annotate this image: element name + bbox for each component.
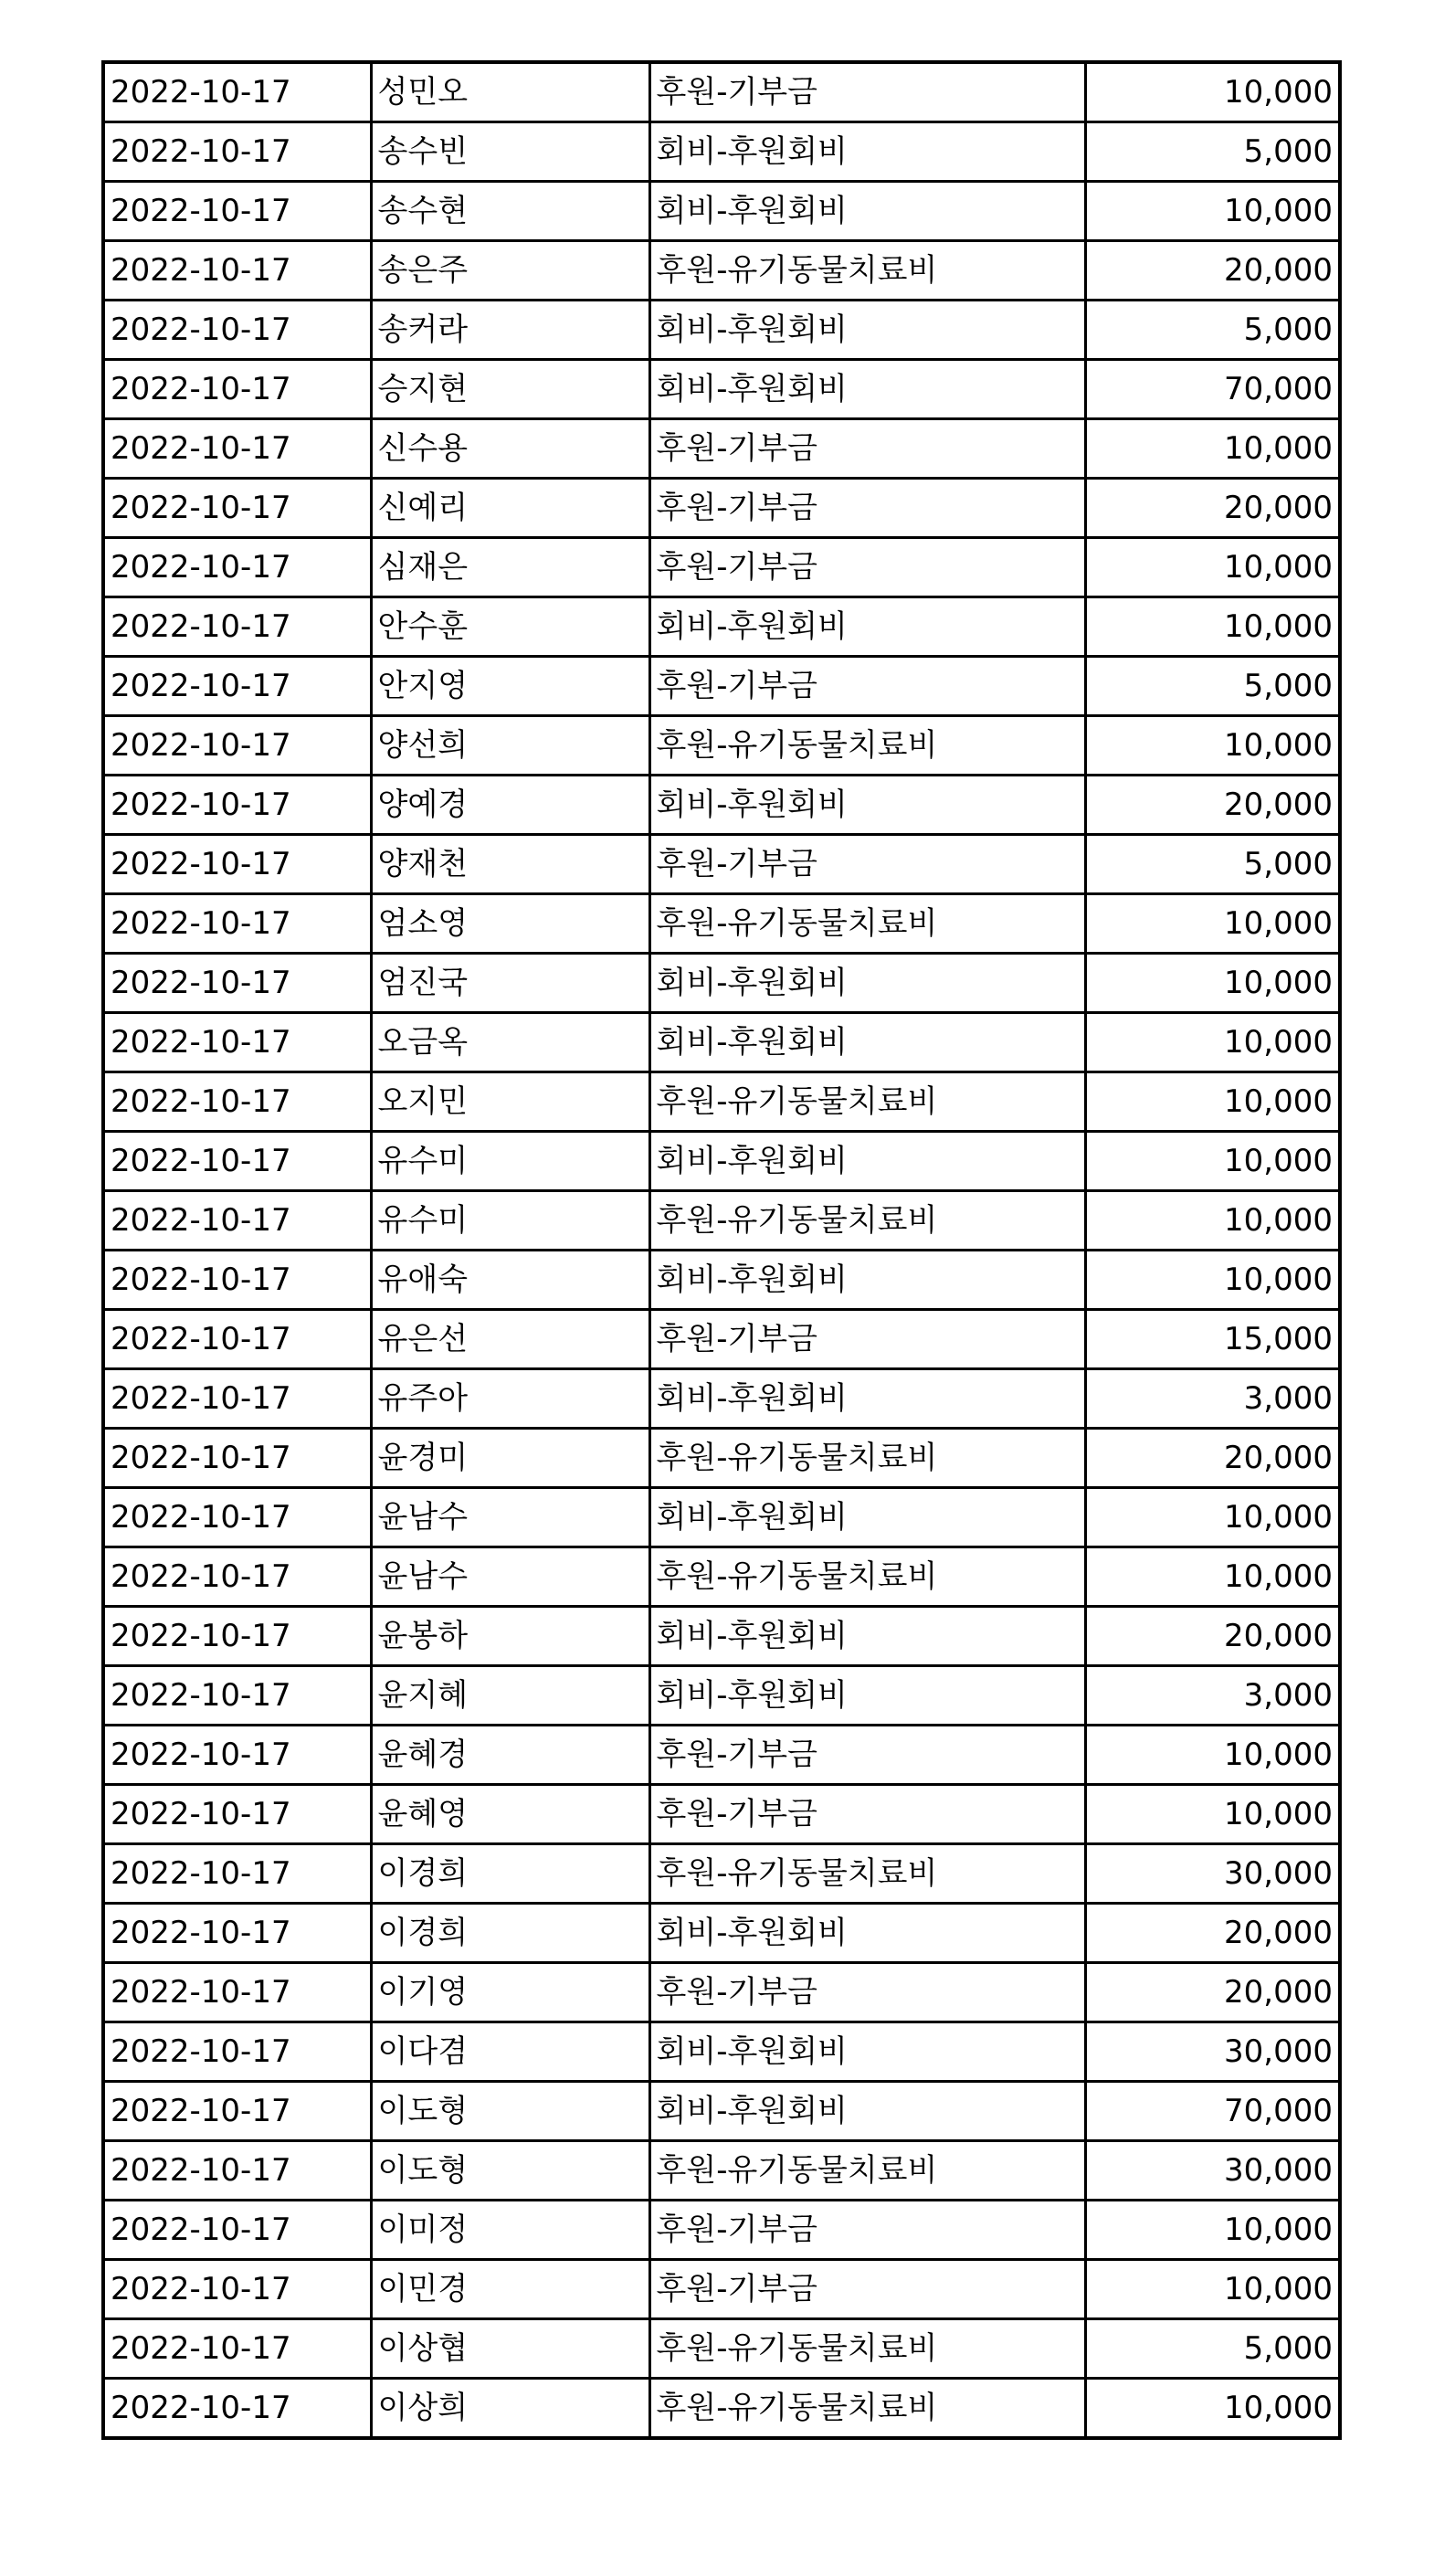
amount-cell: 20,000 [1085, 241, 1340, 301]
date-cell: 2022-10-17 [103, 1963, 371, 2022]
table-row [103, 954, 1340, 1013]
amount-cell: 10,000 [1085, 1785, 1340, 1844]
category-cell: 회비-후원회비 [649, 360, 1085, 419]
name-cell: 윤남수 [371, 1488, 649, 1547]
table-row [103, 1607, 1340, 1666]
name-cell: 이상희 [371, 2379, 649, 2439]
date-cell: 2022-10-17 [103, 2319, 371, 2379]
date-cell: 2022-10-17 [103, 538, 371, 597]
amount-cell: 10,000 [1085, 1547, 1340, 1607]
date-cell: 2022-10-17 [103, 2260, 371, 2319]
amount-cell: 5,000 [1085, 301, 1340, 360]
name-cell: 이도형 [371, 2082, 649, 2141]
amount-cell: 10,000 [1085, 2379, 1340, 2439]
name-cell: 이기영 [371, 1963, 649, 2022]
table-row [103, 894, 1340, 954]
category-cell: 후원-유기동물치료비 [649, 241, 1085, 301]
amount-cell: 10,000 [1085, 894, 1340, 954]
category-cell: 회비-후원회비 [649, 182, 1085, 241]
amount-cell: 10,000 [1085, 62, 1340, 122]
amount-cell: 10,000 [1085, 1013, 1340, 1072]
name-cell: 승지현 [371, 360, 649, 419]
amount-cell: 3,000 [1085, 1666, 1340, 1726]
category-cell: 후원-기부금 [649, 835, 1085, 894]
amount-cell: 10,000 [1085, 1132, 1340, 1191]
name-cell: 성민오 [371, 62, 649, 122]
table-row [103, 1726, 1340, 1785]
category-cell: 후원-유기동물치료비 [649, 1844, 1085, 1904]
name-cell: 이도형 [371, 2141, 649, 2201]
category-cell: 후원-기부금 [649, 2260, 1085, 2319]
date-cell: 2022-10-17 [103, 2379, 371, 2439]
table-row [103, 1191, 1340, 1251]
name-cell: 유수미 [371, 1191, 649, 1251]
date-cell: 2022-10-17 [103, 1607, 371, 1666]
name-cell: 신수용 [371, 419, 649, 479]
date-cell: 2022-10-17 [103, 1251, 371, 1310]
table-row [103, 538, 1340, 597]
date-cell: 2022-10-17 [103, 954, 371, 1013]
date-cell: 2022-10-17 [103, 1844, 371, 1904]
date-cell: 2022-10-17 [103, 835, 371, 894]
category-cell: 회비-후원회비 [649, 1666, 1085, 1726]
amount-cell: 20,000 [1085, 1963, 1340, 2022]
table-row [103, 2022, 1340, 2082]
amount-cell: 20,000 [1085, 776, 1340, 835]
name-cell: 송커라 [371, 301, 649, 360]
table-row [103, 301, 1340, 360]
date-cell: 2022-10-17 [103, 894, 371, 954]
date-cell: 2022-10-17 [103, 1369, 371, 1429]
name-cell: 심재은 [371, 538, 649, 597]
table-row [103, 1785, 1340, 1844]
table-row [103, 1013, 1340, 1072]
name-cell: 이다겸 [371, 2022, 649, 2082]
table-row [103, 1072, 1340, 1132]
table-row [103, 597, 1340, 657]
category-cell: 회비-후원회비 [649, 1013, 1085, 1072]
date-cell: 2022-10-17 [103, 1726, 371, 1785]
name-cell: 양선희 [371, 716, 649, 776]
category-cell: 후원-기부금 [649, 538, 1085, 597]
table-row [103, 1904, 1340, 1963]
amount-cell: 10,000 [1085, 954, 1340, 1013]
category-cell: 후원-기부금 [649, 1785, 1085, 1844]
category-cell: 후원-기부금 [649, 419, 1085, 479]
amount-cell: 5,000 [1085, 2319, 1340, 2379]
table-row [103, 1429, 1340, 1488]
amount-cell: 30,000 [1085, 2022, 1340, 2082]
table-row [103, 716, 1340, 776]
table-row [103, 2379, 1340, 2439]
date-cell: 2022-10-17 [103, 241, 371, 301]
amount-cell: 10,000 [1085, 1251, 1340, 1310]
category-cell: 후원-유기동물치료비 [649, 716, 1085, 776]
table-row [103, 122, 1340, 182]
date-cell: 2022-10-17 [103, 2201, 371, 2260]
category-cell: 후원-기부금 [649, 1963, 1085, 2022]
amount-cell: 70,000 [1085, 2082, 1340, 2141]
date-cell: 2022-10-17 [103, 301, 371, 360]
table-row [103, 1547, 1340, 1607]
name-cell: 이경희 [371, 1844, 649, 1904]
name-cell: 안수훈 [371, 597, 649, 657]
table-row [103, 1251, 1340, 1310]
table-row [103, 657, 1340, 716]
name-cell: 유주아 [371, 1369, 649, 1429]
name-cell: 엄소영 [371, 894, 649, 954]
date-cell: 2022-10-17 [103, 1547, 371, 1607]
amount-cell: 10,000 [1085, 1726, 1340, 1785]
category-cell: 후원-기부금 [649, 479, 1085, 538]
date-cell: 2022-10-17 [103, 657, 371, 716]
category-cell: 후원-기부금 [649, 1310, 1085, 1369]
table-row [103, 776, 1340, 835]
amount-cell: 10,000 [1085, 2201, 1340, 2260]
name-cell: 윤지혜 [371, 1666, 649, 1726]
name-cell: 안지영 [371, 657, 649, 716]
category-cell: 후원-유기동물치료비 [649, 894, 1085, 954]
table-row [103, 360, 1340, 419]
table-row [103, 241, 1340, 301]
table-row [103, 62, 1340, 122]
category-cell: 회비-후원회비 [649, 1488, 1085, 1547]
name-cell: 윤경미 [371, 1429, 649, 1488]
date-cell: 2022-10-17 [103, 1310, 371, 1369]
category-cell: 후원-유기동물치료비 [649, 1429, 1085, 1488]
name-cell: 엄진국 [371, 954, 649, 1013]
category-cell: 후원-유기동물치료비 [649, 1072, 1085, 1132]
table-row [103, 1488, 1340, 1547]
date-cell: 2022-10-17 [103, 1666, 371, 1726]
name-cell: 이상협 [371, 2319, 649, 2379]
date-cell: 2022-10-17 [103, 1429, 371, 1488]
table-row [103, 479, 1340, 538]
date-cell: 2022-10-17 [103, 2022, 371, 2082]
table-row [103, 1132, 1340, 1191]
amount-cell: 3,000 [1085, 1369, 1340, 1429]
amount-cell: 70,000 [1085, 360, 1340, 419]
category-cell: 회비-후원회비 [649, 1251, 1085, 1310]
category-cell: 회비-후원회비 [649, 2022, 1085, 2082]
amount-cell: 30,000 [1085, 1844, 1340, 1904]
amount-cell: 20,000 [1085, 1904, 1340, 1963]
ledger-body [103, 62, 1340, 2438]
date-cell: 2022-10-17 [103, 597, 371, 657]
date-cell: 2022-10-17 [103, 1904, 371, 1963]
name-cell: 오지민 [371, 1072, 649, 1132]
category-cell: 회비-후원회비 [649, 597, 1085, 657]
table-row [103, 2319, 1340, 2379]
amount-cell: 10,000 [1085, 419, 1340, 479]
amount-cell: 10,000 [1085, 1072, 1340, 1132]
name-cell: 유애숙 [371, 1251, 649, 1310]
category-cell: 후원-유기동물치료비 [649, 1547, 1085, 1607]
name-cell: 양재천 [371, 835, 649, 894]
date-cell: 2022-10-17 [103, 1132, 371, 1191]
category-cell: 회비-후원회비 [649, 1607, 1085, 1666]
category-cell: 회비-후원회비 [649, 1132, 1085, 1191]
category-cell: 후원-기부금 [649, 1726, 1085, 1785]
table-row [103, 1963, 1340, 2022]
date-cell: 2022-10-17 [103, 1488, 371, 1547]
name-cell: 윤봉하 [371, 1607, 649, 1666]
category-cell: 후원-유기동물치료비 [649, 2141, 1085, 2201]
category-cell: 회비-후원회비 [649, 301, 1085, 360]
category-cell: 후원-유기동물치료비 [649, 2319, 1085, 2379]
date-cell: 2022-10-17 [103, 479, 371, 538]
name-cell: 송은주 [371, 241, 649, 301]
amount-cell: 20,000 [1085, 1607, 1340, 1666]
name-cell: 신예리 [371, 479, 649, 538]
amount-cell: 15,000 [1085, 1310, 1340, 1369]
amount-cell: 20,000 [1085, 479, 1340, 538]
category-cell: 회비-후원회비 [649, 1904, 1085, 1963]
name-cell: 윤혜경 [371, 1726, 649, 1785]
category-cell: 후원-기부금 [649, 657, 1085, 716]
date-cell: 2022-10-17 [103, 1191, 371, 1251]
date-cell: 2022-10-17 [103, 360, 371, 419]
amount-cell: 20,000 [1085, 1429, 1340, 1488]
name-cell: 오금옥 [371, 1013, 649, 1072]
category-cell: 회비-후원회비 [649, 954, 1085, 1013]
donation-ledger-table [101, 60, 1342, 2440]
amount-cell: 5,000 [1085, 657, 1340, 716]
table-row [103, 1369, 1340, 1429]
table-row [103, 1310, 1340, 1369]
amount-cell: 30,000 [1085, 2141, 1340, 2201]
category-cell: 후원-기부금 [649, 62, 1085, 122]
table-row [103, 1666, 1340, 1726]
date-cell: 2022-10-17 [103, 62, 371, 122]
table-row [103, 2082, 1340, 2141]
amount-cell: 10,000 [1085, 1488, 1340, 1547]
amount-cell: 5,000 [1085, 835, 1340, 894]
name-cell: 이민경 [371, 2260, 649, 2319]
name-cell: 윤남수 [371, 1547, 649, 1607]
date-cell: 2022-10-17 [103, 776, 371, 835]
table-row [103, 2260, 1340, 2319]
table-row [103, 2201, 1340, 2260]
amount-cell: 10,000 [1085, 2260, 1340, 2319]
name-cell: 이경희 [371, 1904, 649, 1963]
date-cell: 2022-10-17 [103, 2082, 371, 2141]
category-cell: 회비-후원회비 [649, 2082, 1085, 2141]
category-cell: 후원-기부금 [649, 2201, 1085, 2260]
name-cell: 양예경 [371, 776, 649, 835]
name-cell: 송수현 [371, 182, 649, 241]
date-cell: 2022-10-17 [103, 2141, 371, 2201]
name-cell: 윤혜영 [371, 1785, 649, 1844]
table-row [103, 2141, 1340, 2201]
category-cell: 회비-후원회비 [649, 776, 1085, 835]
name-cell: 송수빈 [371, 122, 649, 182]
date-cell: 2022-10-17 [103, 716, 371, 776]
amount-cell: 10,000 [1085, 1191, 1340, 1251]
date-cell: 2022-10-17 [103, 1013, 371, 1072]
name-cell: 유은선 [371, 1310, 649, 1369]
table-row [103, 1844, 1340, 1904]
table-row [103, 835, 1340, 894]
date-cell: 2022-10-17 [103, 1785, 371, 1844]
name-cell: 이미정 [371, 2201, 649, 2260]
category-cell: 회비-후원회비 [649, 122, 1085, 182]
category-cell: 회비-후원회비 [649, 1369, 1085, 1429]
date-cell: 2022-10-17 [103, 182, 371, 241]
table-row [103, 182, 1340, 241]
date-cell: 2022-10-17 [103, 419, 371, 479]
amount-cell: 10,000 [1085, 182, 1340, 241]
amount-cell: 10,000 [1085, 716, 1340, 776]
amount-cell: 5,000 [1085, 122, 1340, 182]
date-cell: 2022-10-17 [103, 1072, 371, 1132]
date-cell: 2022-10-17 [103, 122, 371, 182]
category-cell: 후원-유기동물치료비 [649, 2379, 1085, 2439]
amount-cell: 10,000 [1085, 538, 1340, 597]
category-cell: 후원-유기동물치료비 [649, 1191, 1085, 1251]
table-row [103, 419, 1340, 479]
name-cell: 유수미 [371, 1132, 649, 1191]
amount-cell: 10,000 [1085, 597, 1340, 657]
